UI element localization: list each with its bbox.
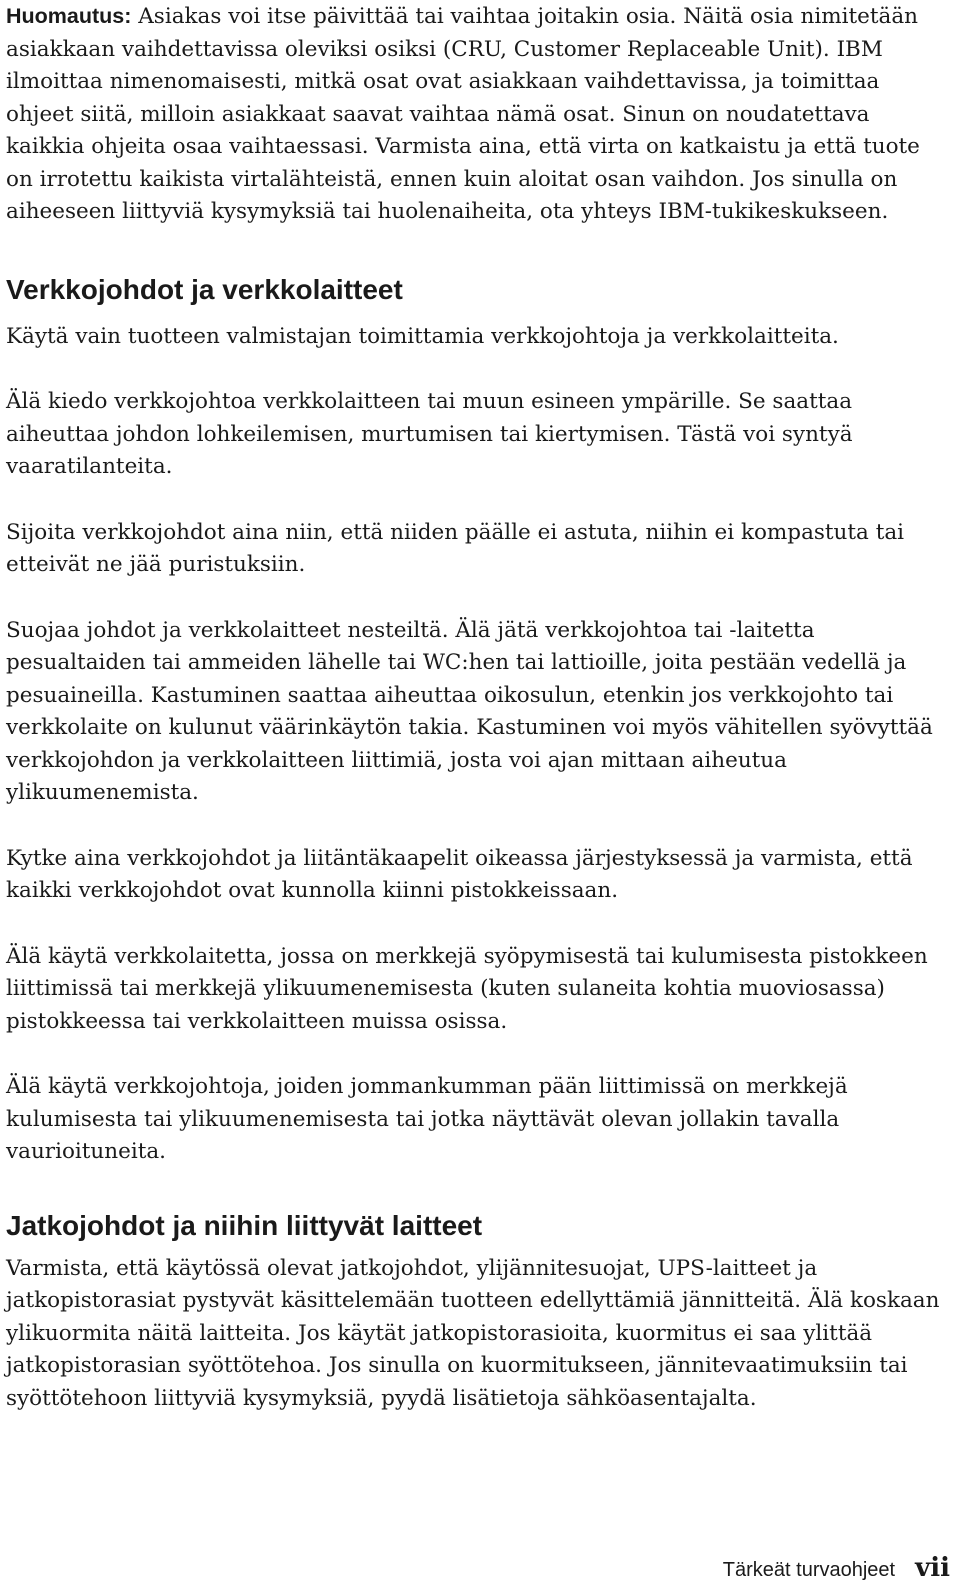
section-heading-extension: Jatkojohdot ja niihin liittyvät laitteet	[6, 1209, 483, 1241]
paragraph: Suojaa johdot ja verkkolaitteet nesteiltä. Älä jätä verkkojohtoa tai -laitetta pesualtaiden tai ammeiden lähelle tai WC:hen tai lattioille, joita pestään vedellä ja pesuaineilla. Kastuminen saattaa aiheuttaa oikosulun, etenkin jos verkkojohto tai verkkolaite on kulunut väärinkäytön takia. Kastuminen voi myös vähitellen syövyttää verkkojohdon ja verkkolaitteen liittimiä, josta voi ajan mittaan aiheutua ylikuumenemista.	[6, 617, 933, 805]
note-text: Asiakas voi itse päivittää tai vaihtaa joitakin osia. Näitä osia nimitetään asiakkaan vaihdettavissa oleviksi osiksi (CRU, Customer Replaceable Unit). IBM ilmoittaa nimenomaisesti, mitkä osat ovat asiakkaan vaihdettavissa, ja toimittaa ohjeet siitä, milloin asiakkaat saavat vaihtaa nämä osat. Sinun on noudatettava kaikkia ohjeita osaa vaihtaessasi. Varmista aina, että virta on katkaistu ja että tuote on irrotettu kaikista virtalähteistä, ennen kuin aloitat osan vaihdon. Jos sinulla on aiheeseen liittyviä kysymyksiä tai huolenaiheita, ota yhteys IBM-tukikeskukseen.	[6, 4, 920, 224]
paragraph: Älä kiedo verkkojohtoa verkkolaitteen tai muun esineen ympärille. Se saattaa aiheuttaa johdon lohkeilemisen, murtumisen tai kiertymisen. Tästä voi syntyä vaaratilanteita.	[6, 389, 853, 479]
paragraph: Sijoita verkkojohdot aina niin, että niiden päälle ei astuta, niihin ei kompastuta tai etteivät ne jää puristuksiin.	[6, 519, 905, 577]
document-page	[6, 0, 950, 1415]
paragraph: Kytke aina verkkojohdot ja liitäntäkaapelit oikeassa järjestyksessä ja varmista, että kaikki verkkojohdot ovat kunnolla kiinni pistokkeissaan.	[6, 845, 913, 903]
paragraph: Älä käytä verkkojohtoja, joiden jommankumman pään liittimissä on merkkejä kulumisesta tai ylikuumenemisesta tai jotka näyttävät olevan jollakin tavalla vaurioituneita.	[6, 1074, 848, 1164]
page-footer	[723, 1553, 950, 1583]
paragraph: Älä käytä verkkolaitetta, jossa on merkkejä syöpymisestä tai kulumisesta pistokkeen liittimissä tai merkkejä ylikuumenemisesta (kuten sulaneita kohtia muoviosassa) pistokkeessa tai verkkolaitteen muissa osissa.	[6, 943, 928, 1034]
footer-title: Tärkeät turvaohjeet	[722, 1559, 896, 1581]
note-paragraph	[6, 0, 950, 229]
paragraph: Varmista, että käytössä olevat jatkojohdot, ylijännitesuojat, UPS-laitteet ja jatkopistorasiat pystyvät käsittelemään tuotteen edellyttämiä jännitteitä. Älä koskaan ylikuormita näitä laitteita. Jos käytät jatkopistorasioita, kuormitus ei saa ylittää jatkopistorasian syöttötehoa. Jos sinulla on kuormitukseen, jännitevaatimuksiin tai syöttötehoon liittyviä kysymyksiä, pyydä lisätietoja sähköasentajalta.	[6, 1255, 940, 1411]
note-label: Huomautus:	[6, 4, 132, 28]
page-number: vii	[915, 1553, 950, 1583]
section-heading-network: Verkkojohdot ja verkkolaitteet	[6, 273, 403, 305]
paragraph: Käytä vain tuotteen valmistajan toimittamia verkkojohtoja ja verkkolaitteita.	[6, 323, 839, 349]
